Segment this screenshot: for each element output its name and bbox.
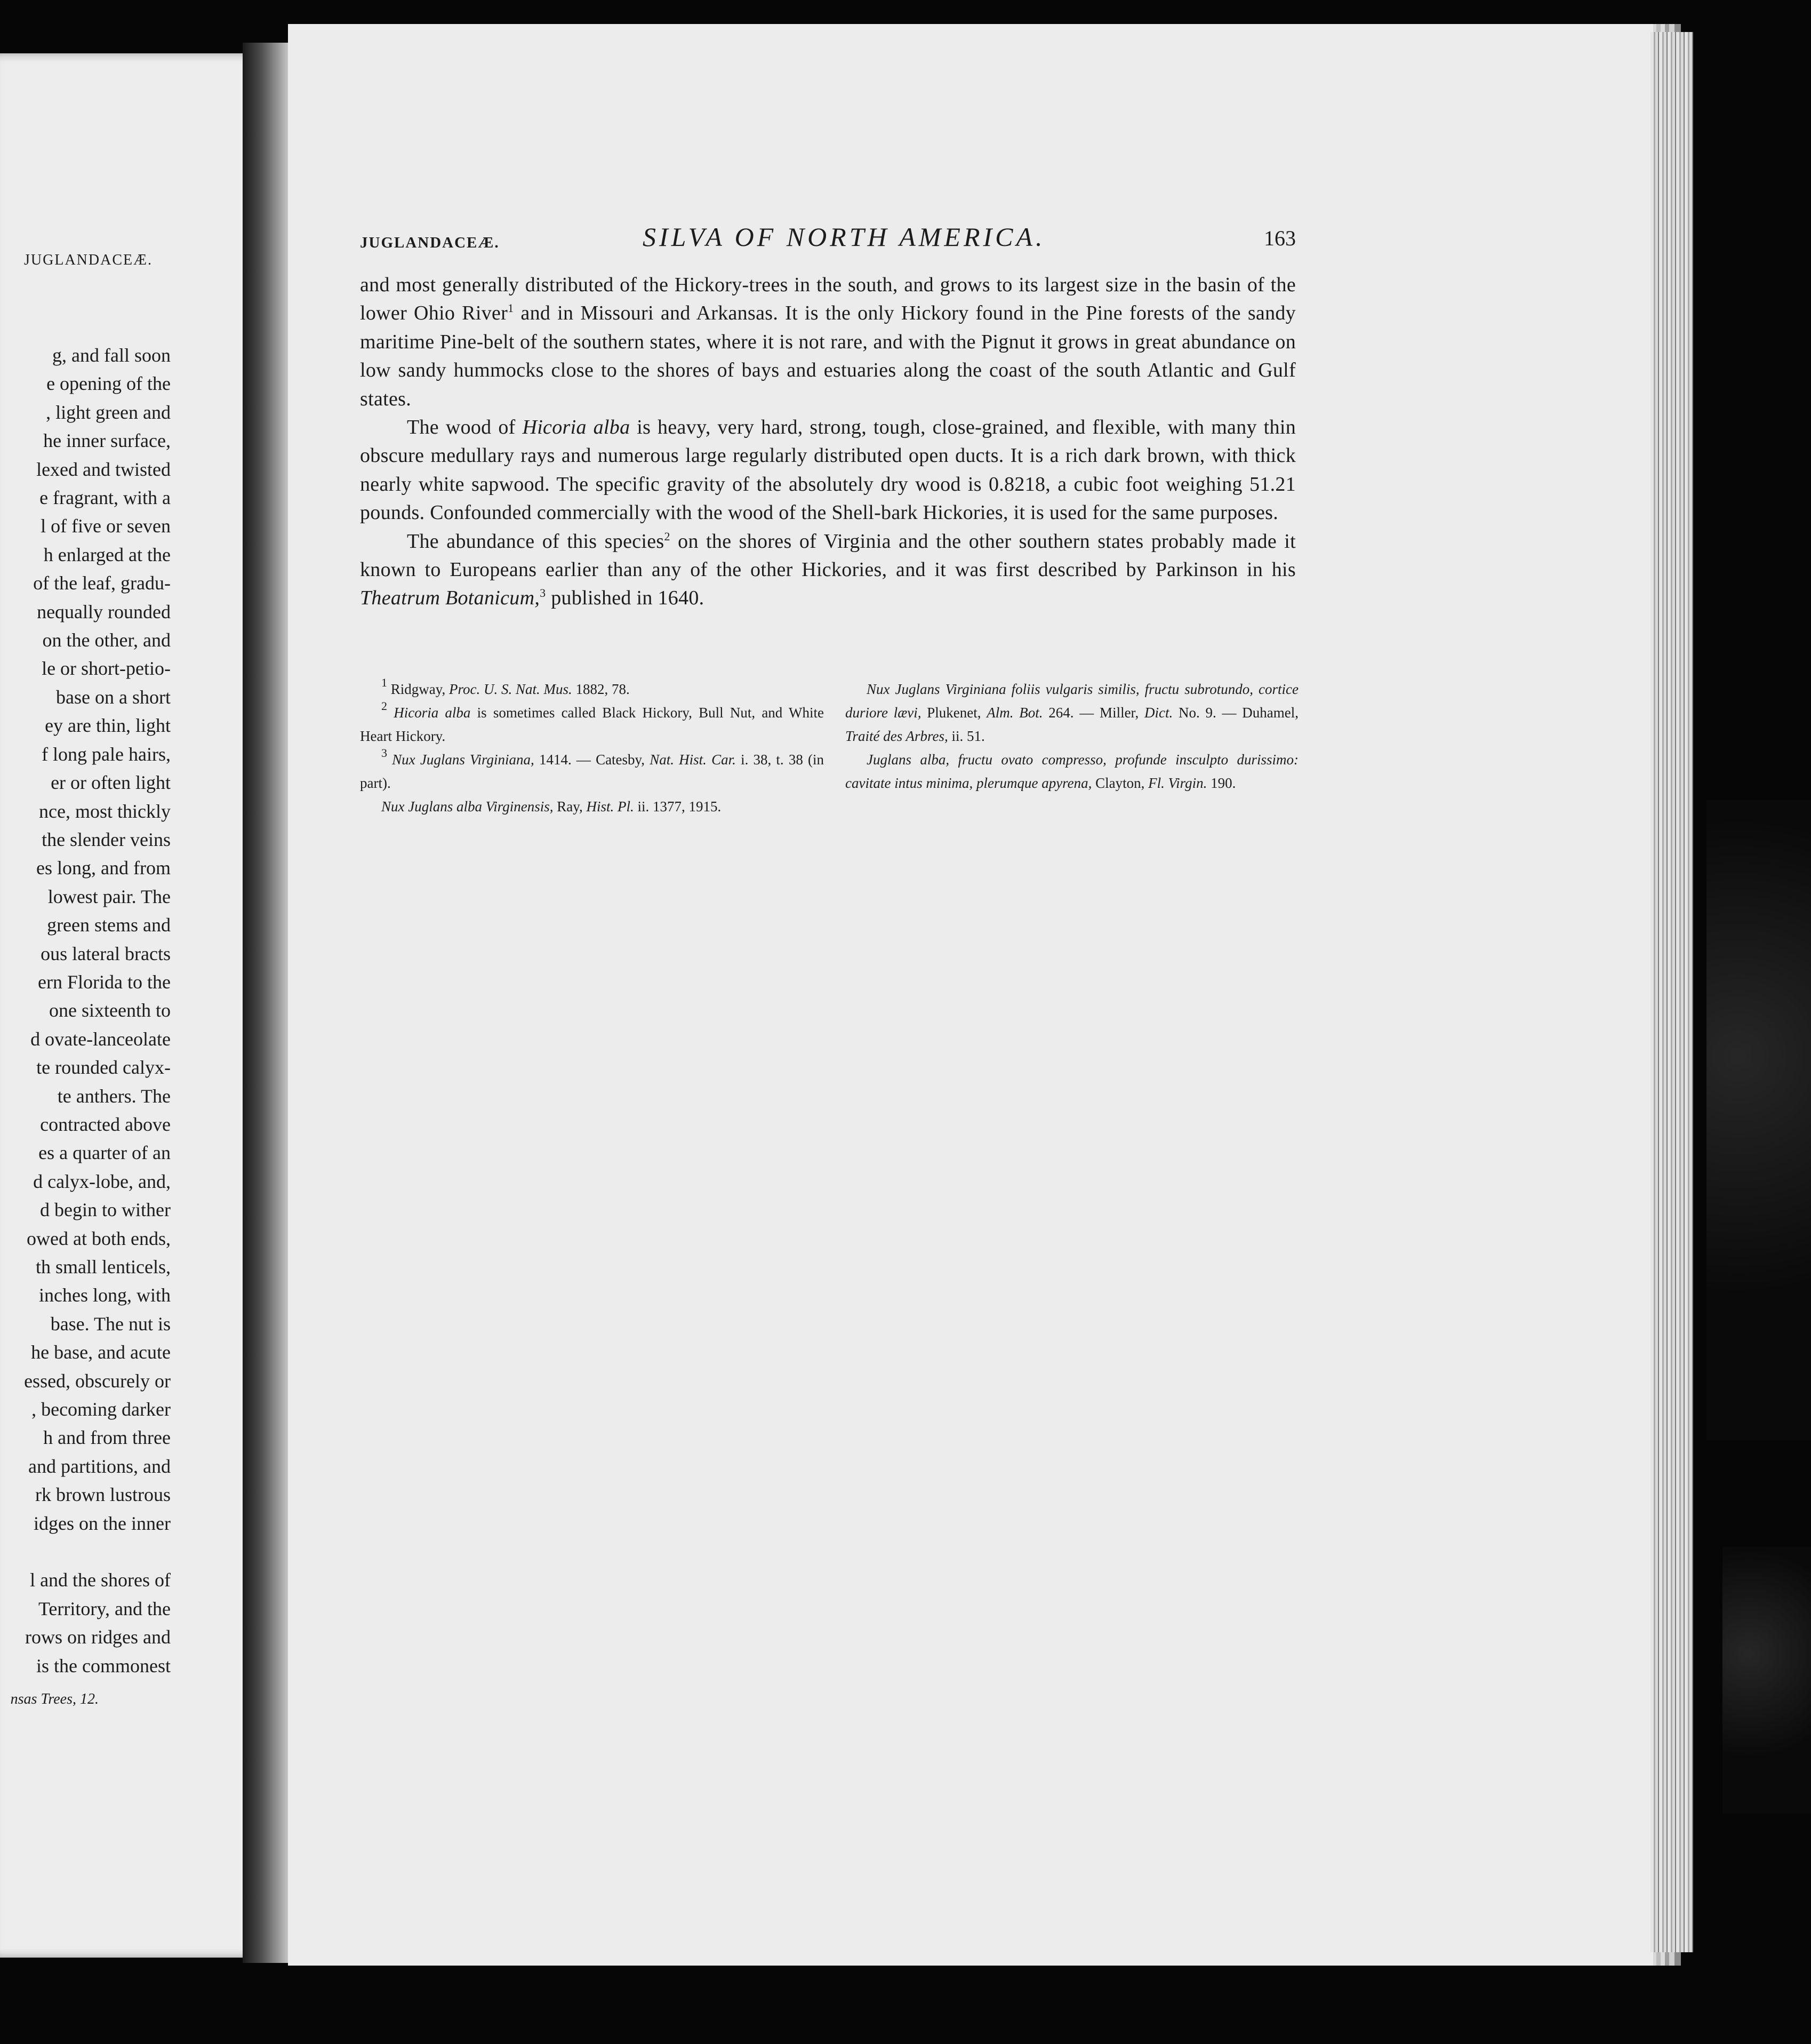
page-number: 163 xyxy=(1264,226,1296,250)
left-page-line: is the commonest xyxy=(36,1655,171,1676)
left-page-line: , becoming darker xyxy=(31,1399,171,1420)
left-page-line: nce, most thickly xyxy=(39,800,171,822)
left-page-line: essed, obscurely or xyxy=(24,1370,171,1392)
left-page-line: te anthers. The xyxy=(57,1085,171,1107)
left-page-line: idges on the inner xyxy=(34,1512,171,1534)
species-name: Hicoria alba xyxy=(522,416,630,439)
left-page-line: he base, and acute xyxy=(31,1342,171,1363)
footnote-ref-3: 3 xyxy=(540,586,546,600)
left-page-line: ous lateral bracts xyxy=(41,943,171,964)
left-page-line: es a quarter of an xyxy=(38,1142,171,1164)
left-page-line: e fragrant, with a xyxy=(39,487,171,509)
left-page-line: ern Florida to the xyxy=(38,971,171,993)
left-page-line: e opening of the xyxy=(46,373,171,395)
left-page-line: base. The nut is xyxy=(50,1313,171,1335)
footnote-3-plukenet xyxy=(845,677,1299,748)
scan-background-texture xyxy=(1706,800,1811,1440)
citation-source: Dict. xyxy=(1144,705,1173,721)
book-gutter xyxy=(243,43,291,1963)
left-page-line: on the other, and xyxy=(42,629,171,651)
left-facing-page xyxy=(0,53,283,1958)
left-page-line: f long pale hairs, xyxy=(42,743,171,765)
footnote-mark: 3 xyxy=(381,746,387,760)
text-run: published in 1640. xyxy=(546,587,704,610)
left-page-line: green stems and xyxy=(47,914,171,936)
footnote-3-continued xyxy=(360,795,824,818)
text-run: i. 38, t. 38 (in part). xyxy=(360,752,824,791)
text-run: No. 9. — Duhamel, xyxy=(1173,705,1299,721)
text-run: The abundance of this species xyxy=(407,530,664,553)
left-page-line: he inner surface, xyxy=(43,430,171,452)
footnotes-right-column xyxy=(845,677,1299,795)
left-page-line: base on a short xyxy=(56,686,171,708)
left-page-line: one sixteenth to xyxy=(49,1000,171,1021)
left-page-line: le or short-petio- xyxy=(42,658,171,680)
body-text xyxy=(360,271,1296,613)
footnote-mark: 2 xyxy=(381,699,387,713)
species-name: Hicoria alba xyxy=(387,705,471,721)
left-page-line: lowest pair. The xyxy=(47,885,171,907)
footnote-2 xyxy=(360,701,824,748)
citation-source: Hist. Pl. xyxy=(586,799,634,815)
text-run: is heavy, very hard, strong, tough, close-grained, and flexible, with many thin obscure medullary rays and numerous large regularly distributed open ducts. It is a rich dark brown, with thick nearly white sapwood. The specific gravity of the absolutely dry wood is 0.8218, a cubic foot weighing 51.21 pounds. Confounded commercially with the wood of the Shell-bark Hickories, it is used for the same purposes. xyxy=(360,416,1296,524)
footnote-ref-2: 2 xyxy=(664,529,670,543)
left-page-line: , light green and xyxy=(46,401,171,423)
left-page-lines xyxy=(0,341,171,1680)
left-page-line: and partitions, and xyxy=(28,1455,171,1477)
running-head-title: SILVA OF NORTH AMERICA. xyxy=(643,222,1046,252)
text-run: is sometimes called Black Hickory, Bull Nut, and White Heart Hickory. xyxy=(360,705,824,744)
paragraph-distribution xyxy=(360,271,1296,413)
footnote-3 xyxy=(360,748,824,795)
running-head-family: JUGLANDACEÆ. xyxy=(360,234,500,251)
citation-source: Traité des Arbres, xyxy=(845,728,948,744)
left-page-line: of the leaf, gradu- xyxy=(33,572,171,594)
text-run: Clayton, xyxy=(1092,775,1149,791)
species-name: Nux Juglans Virginiana, xyxy=(387,752,534,768)
left-page-line: owed at both ends, xyxy=(27,1227,171,1249)
text-run: Ray, xyxy=(553,799,587,815)
left-page-line: d ovate-lanceolate xyxy=(30,1028,171,1050)
left-page-line: th small lenticels, xyxy=(36,1256,171,1278)
left-page-line: l of five or seven xyxy=(41,515,171,537)
text-run: ii. 1377, 1915. xyxy=(634,799,722,815)
scan-background-texture xyxy=(1722,1547,1811,1814)
species-name: Nux Juglans Virginiana foliis vulgaris similis, fructu subrotundo, cortice duriore lævi, xyxy=(845,681,1299,721)
text-run: 1882, 78. xyxy=(572,681,630,697)
text-run: ii. 51. xyxy=(948,728,985,744)
page-header xyxy=(360,221,1296,259)
text-run: Ridgway, xyxy=(387,681,449,697)
text-run: and most generally distributed of the Hickory-trees in the south, and grows to its largest size in the basin of the lower Ohio River xyxy=(360,274,1296,325)
left-page-line: er or often light xyxy=(51,772,171,794)
footnote-ref-1: 1 xyxy=(508,301,514,315)
text-run: and in Missouri and Arkansas. It is the only Hickory found in the Pine forests of the sandy maritime Pine-belt of the southern states, where it is not rare, and with the Pignut it grows in great abundance on low sandy hummocks close to the shores of bays and estuaries along the coast of the south Atlantic and Gulf states. xyxy=(360,302,1296,410)
left-page-line: ey are thin, light xyxy=(45,715,171,737)
footnote-3-clayton xyxy=(845,748,1299,795)
left-page-line: nequally rounded xyxy=(37,601,171,622)
page-stack-edge xyxy=(1650,32,1693,1952)
left-page-line: inches long, with xyxy=(39,1284,171,1306)
work-title: Theatrum Botanicum, xyxy=(360,587,540,610)
left-page-line: the slender veins xyxy=(42,828,171,850)
paragraph-history xyxy=(360,528,1296,613)
text-run: 264. — Miller, xyxy=(1043,705,1144,721)
left-page-line xyxy=(0,1538,171,1566)
species-name: Nux Juglans alba Virginensis, xyxy=(381,799,554,815)
footnote-1 xyxy=(360,677,824,701)
left-page-line: d begin to wither xyxy=(40,1199,171,1221)
left-running-head: JUGLANDACEÆ. xyxy=(24,252,153,268)
citation-source: Nat. Hist. Car. xyxy=(650,752,736,768)
citation-source: Proc. U. S. Nat. Mus. xyxy=(449,681,572,697)
footnotes-left-column xyxy=(360,677,824,818)
paragraph-wood xyxy=(360,413,1296,528)
left-page-line: g, and fall soon xyxy=(52,345,171,366)
left-page-line: h enlarged at the xyxy=(43,544,171,565)
left-page-line: rows on ridges and xyxy=(25,1626,171,1648)
text-run: on the shores of Virginia and the other southern states probably made it known to Europeans earlier than any of the other Hickories, and it was first described by Parkinson in his xyxy=(360,530,1296,581)
species-name: Juglans alba, fructu ovato compresso, profunde insculpto durissimo: cavitate intus minima, plerumque apyrena, xyxy=(845,752,1299,791)
left-page-line: contracted above xyxy=(40,1113,171,1135)
left-page-line: te rounded calyx- xyxy=(36,1057,171,1079)
left-page-line: h and from three xyxy=(43,1427,171,1449)
footnote-mark: 1 xyxy=(381,676,387,689)
left-page-line: lexed and twisted xyxy=(36,458,171,480)
left-page-line: Territory, and the xyxy=(38,1598,171,1619)
left-page-line: l and the shores of xyxy=(30,1569,171,1591)
left-footnote-fragment: nsas Trees, 12. xyxy=(10,1691,99,1707)
left-page-line: d calyx-lobe, and, xyxy=(33,1170,171,1192)
left-page-line: es long, and from xyxy=(36,857,171,879)
text-run: Plukenet, xyxy=(921,705,987,721)
citation-source: Fl. Virgin. xyxy=(1148,775,1207,791)
left-page-line: rk brown lustrous xyxy=(35,1484,171,1506)
text-run: The wood of xyxy=(407,416,523,439)
citation-source: Alm. Bot. xyxy=(987,705,1043,721)
text-run: 190. xyxy=(1207,775,1236,791)
text-run: 1414. — Catesby, xyxy=(534,752,650,768)
